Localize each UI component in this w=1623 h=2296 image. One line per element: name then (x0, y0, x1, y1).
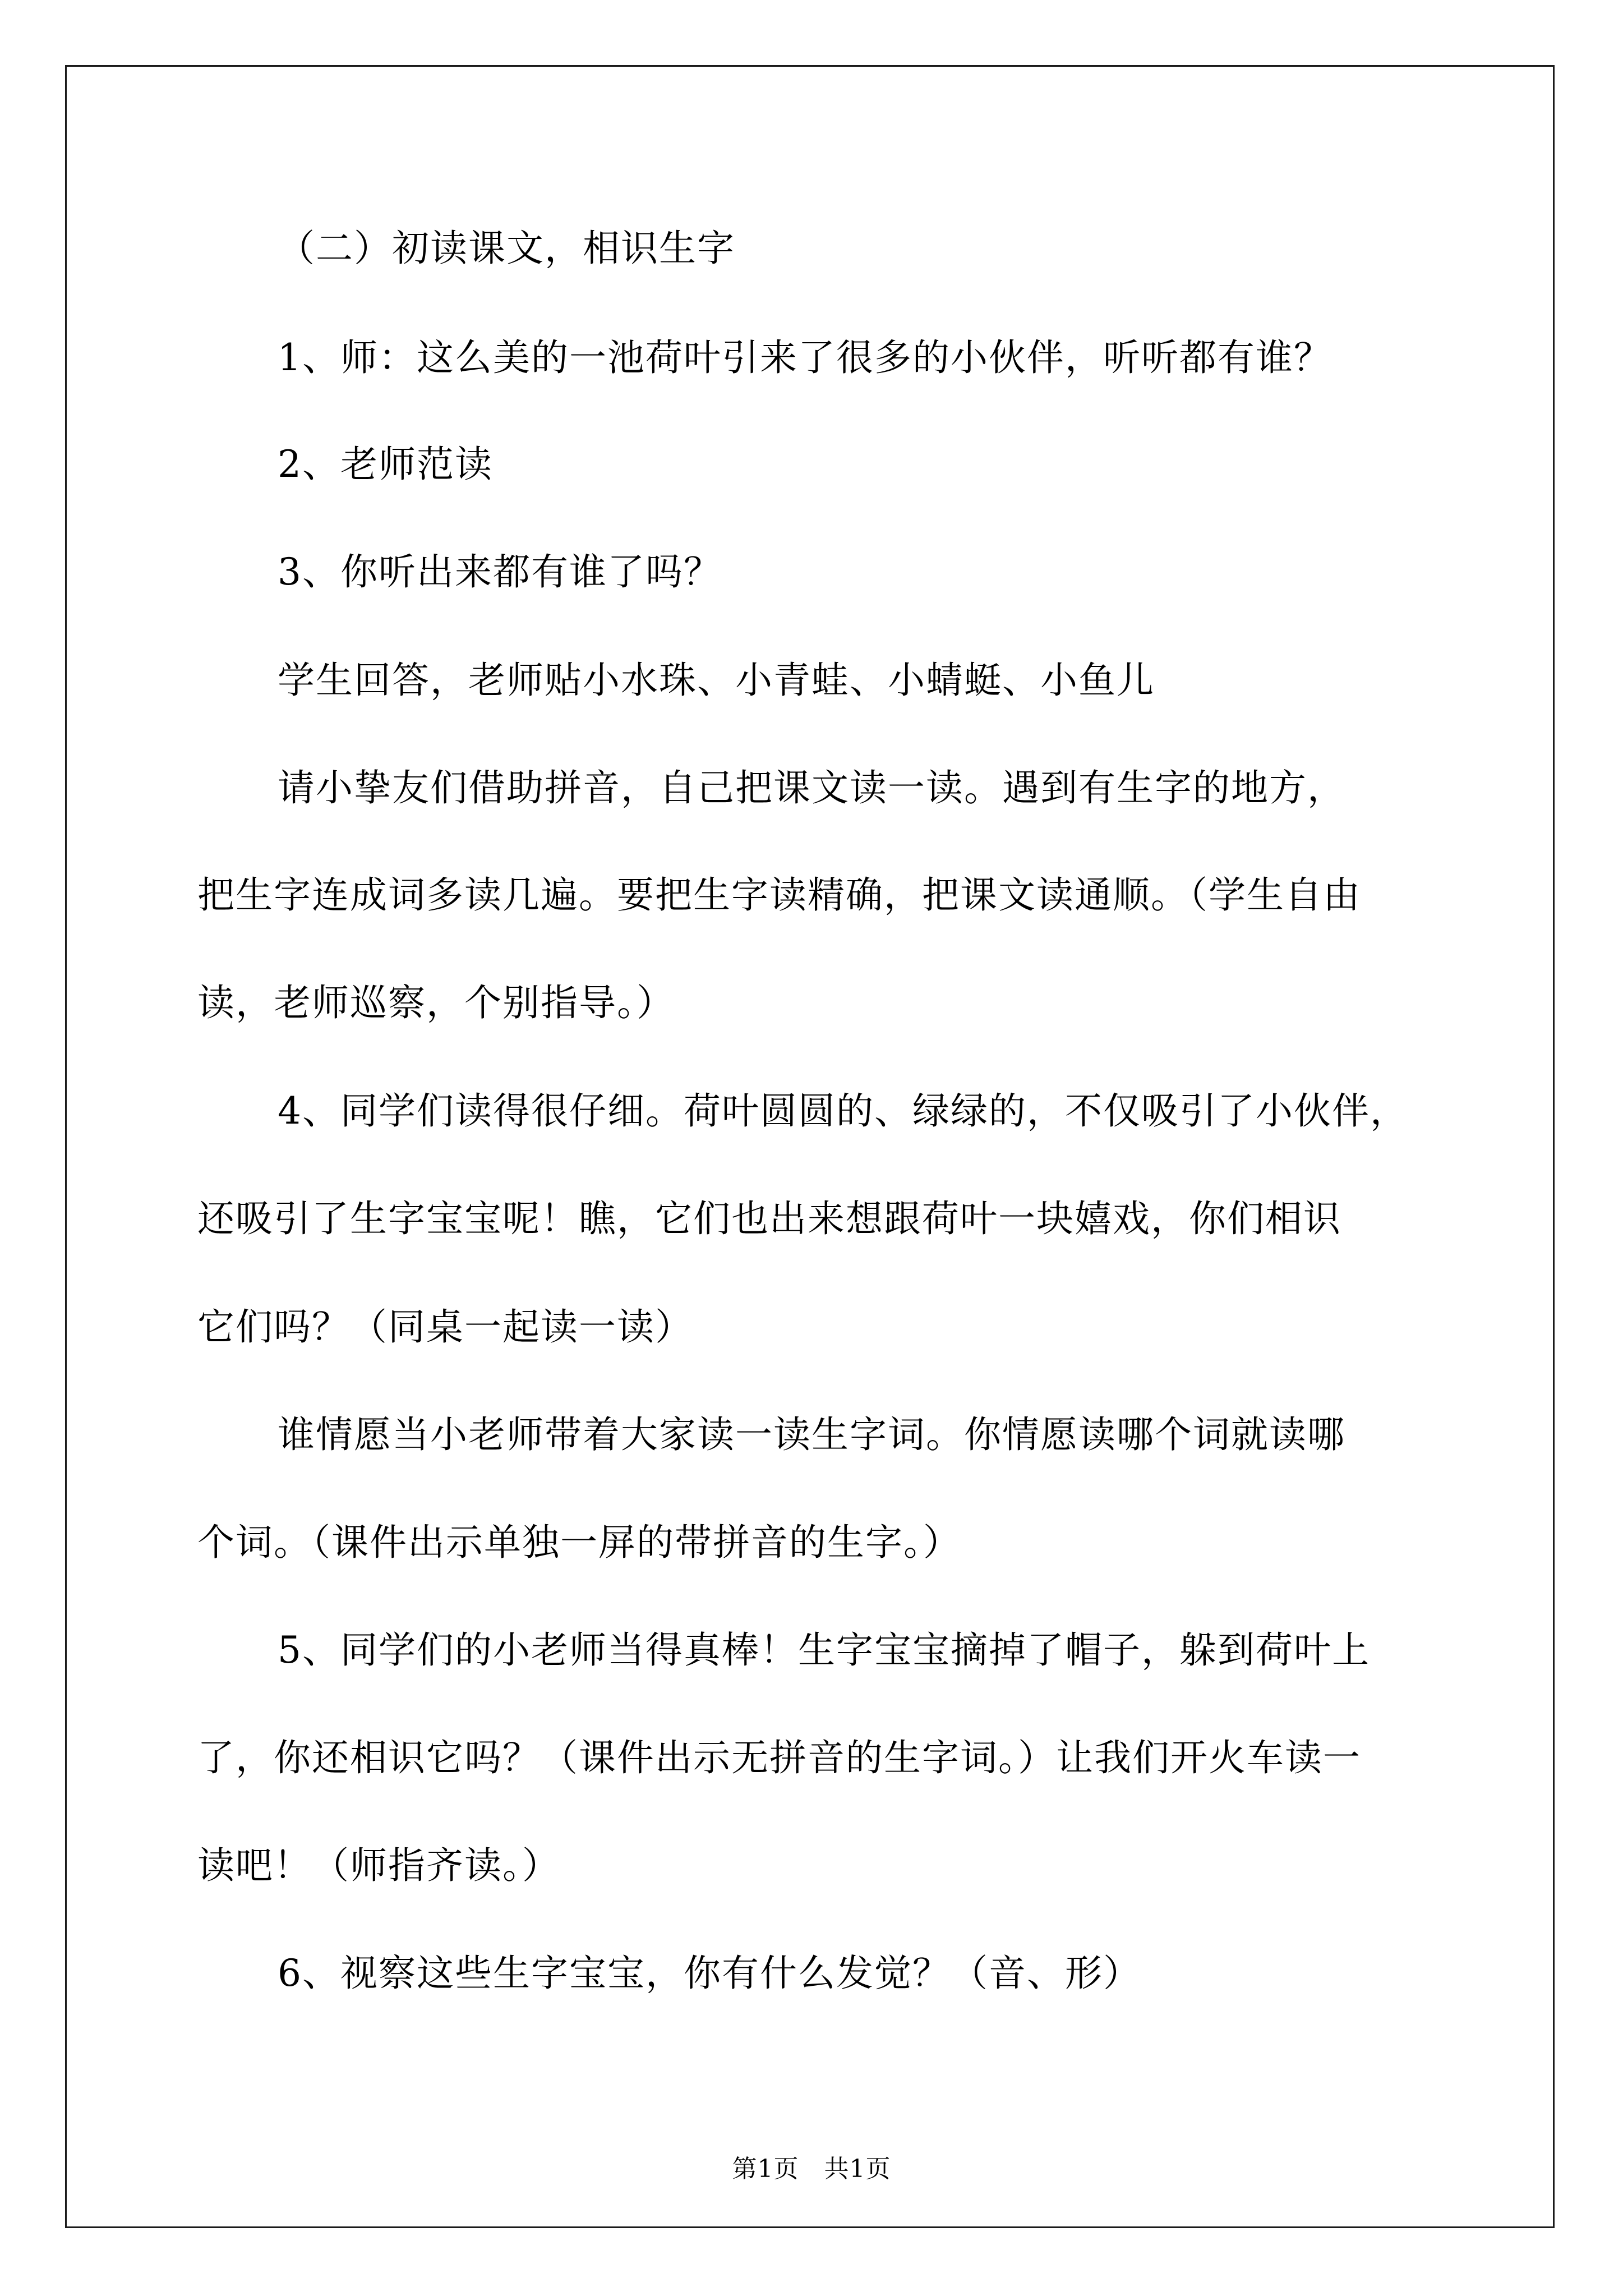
paragraph-line: 还吸引了生字宝宝呢！瞧，它们也出来想跟荷叶一块嬉戏，你们相识 (197, 1197, 1341, 1240)
paragraph-line: 谁情愿当小老师带着大家读一读生字词。你情愿读哪个词就读哪 (278, 1413, 1345, 1456)
paragraph-line: 请小挚友们借助拼音，自己把课文读一读。遇到有生字的地方， (278, 766, 1345, 809)
paragraph-line: 读吧！（师指齐读。） (197, 1844, 560, 1887)
paragraph-line: 读，老师巡察，个别指导。） (197, 981, 675, 1024)
paragraph-line: 2、老师范读 (278, 443, 493, 486)
section-heading: （二）初读课文，相识生字 (278, 227, 735, 270)
paragraph-line: 学生回答，老师贴小水珠、小青蛙、小蜻蜓、小鱼儿 (278, 659, 1155, 702)
paragraph-line: 5、同学们的小老师当得真棒！生字宝宝摘掉了帽子，躲到荷叶上 (278, 1628, 1370, 1672)
paragraph-line: 它们吗？（同桌一起读一读） (197, 1305, 693, 1349)
paragraph-line: 把生字连成词多读几遍。要把生字读精确，把课文读通顺。（学生自由 (197, 873, 1361, 917)
paragraph-line: 6、视察这些生字宝宝，你有什么发觉？（音、形） (278, 1952, 1141, 1995)
paragraph-line: 1、师：这么美的一池荷叶引来了很多的小伙伴，听听都有谁？ (278, 336, 1332, 379)
page-number-footer: 第1页 共1页 (732, 2155, 891, 2183)
paragraph-line: 3、你听出来都有谁了吗？ (278, 550, 722, 593)
paragraph-line: 了，你还相识它吗？（课件出示无拼音的生字词。）让我们开火车读一 (197, 1736, 1361, 1779)
paragraph-line: 个词。（课件出示单独一屏的带拼音的生字。） (197, 1521, 961, 1564)
paragraph-line: 4、同学们读得很仔细。荷叶圆圆的、绿绿的，不仅吸引了小伙伴， (278, 1089, 1408, 1133)
